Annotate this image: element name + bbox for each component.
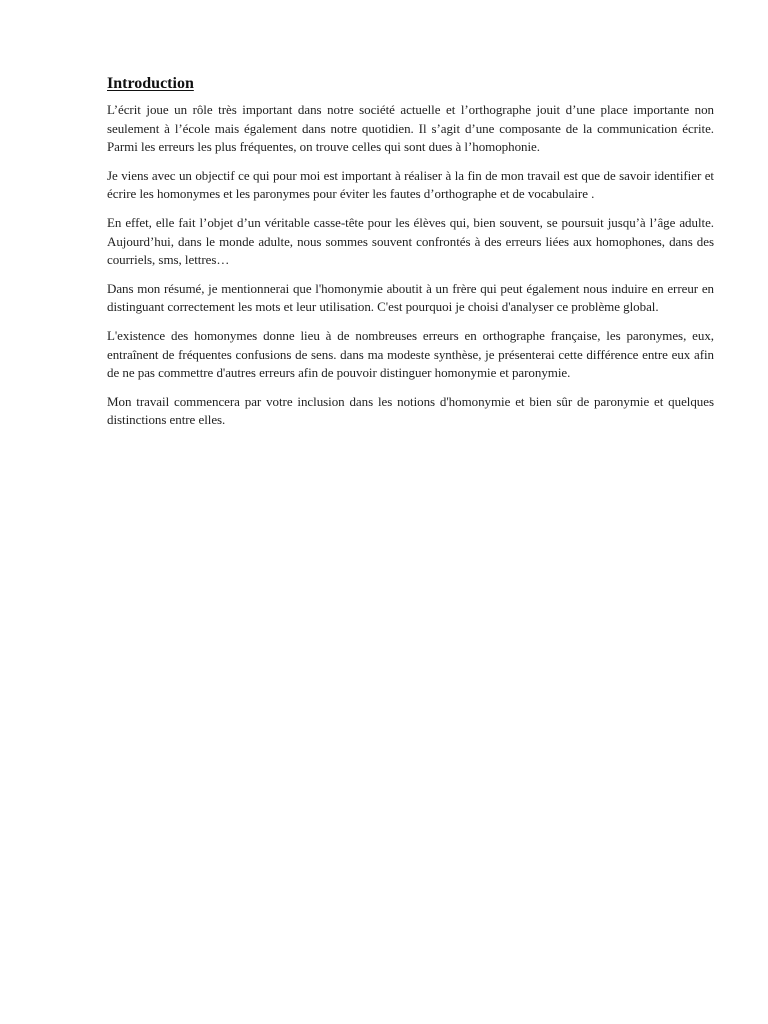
document-body [107,73,714,440]
paragraph-3: En effet, elle fait l’objet d’un véritable casse-tête pour les élèves qui, bien souvent, se poursuit jusqu’à l’âge adulte. Aujourd’hui, dans le monde adulte, nous sommes souvent confrontés à des erreurs liées aux homophones, dans des courriels, sms, lettres… [107,214,714,268]
paragraph-6: Mon travail commencera par votre inclusion dans les notions d'homonymie et bien sûr de paronymie et quelques distinctions entre elles. [107,393,714,428]
paragraph-5: L'existence des homonymes donne lieu à de nombreuses erreurs en orthographe française, les paronymes, eux, entraînent de fréquentes confusions de sens. dans ma modeste synthèse, je présenterai cette différence entre eux afin de ne pas commettre d'autres erreurs afin de pouvoir distinguer homonymie et paronymie. [107,327,714,381]
paragraph-2: Je viens avec un objectif ce qui pour moi est important à réaliser à la fin de mon travail est que de savoir identifier et écrire les homonymes et les paronymes pour éviter les fautes d’orthographe et de vocabulaire . [107,167,714,202]
paragraph-4: Dans mon résumé, je mentionnerai que l'homonymie aboutit à un frère qui peut également nous induire en erreur en distinguant correctement les mots et leur utilisation. C'est pourquoi je choisi d'analyser ce problème global. [107,280,714,315]
section-heading: Introduction [107,75,194,92]
paragraph-1: L’écrit joue un rôle très important dans notre société actuelle et l’orthographe jouit d’une place importante non seulement à l’école mais également dans notre quotidien. Il s’agit d’une composante de la communication écrite. Parmi les erreurs les plus fréquentes, on trouve celles qui sont dues à l’homophonie. [107,102,714,155]
